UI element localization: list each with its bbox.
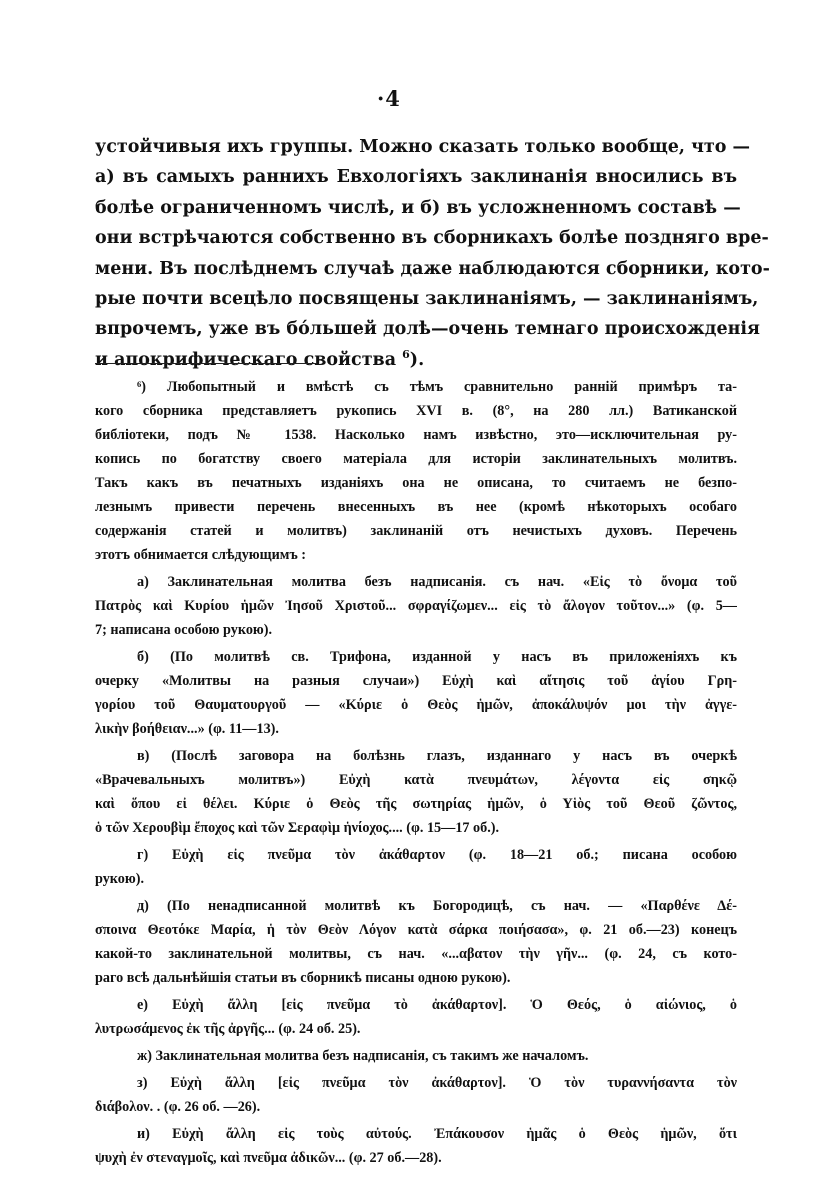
page-number: ·4 (377, 86, 401, 111)
item-z-line: διάβολον. . (φ. 26 об. —26). (95, 1099, 261, 1115)
main-text (95, 132, 770, 375)
item-v-line: καὶ ὅπου εἰ θέλει. Κύριε ὁ Θεὸς τῆς σωτηρίας ἡμῶν, ὁ Υἱὸς τοῦ Θεοῦ ζῶντος, (95, 796, 737, 812)
item-i-line: и) Εὐχὴ ἄλλη εἰς τοὺς αὐτούς. Ἐπάκουσον ἡμᾶς ὁ Θεὸς ἡμῶν, ὅτι (137, 1126, 737, 1142)
footnote-intro-line: лезнымъ привести перечень внесенныхъ въ нее (кромѣ нѣкоторыхъ особаго (95, 499, 737, 515)
item-d-line: σποινα Θεοτόκε Μαρία, ἡ τὸν Θεὸν Λόγον κατὰ σάρκα ποιήσασα», φ. 21 об.—23) конецъ (95, 922, 737, 938)
item-zh-line: ж) Заклинательная молитва безъ надписанія, съ такимъ же началомъ. (137, 1048, 589, 1064)
main-line: рые почти всецѣло посвящены заклинаніямъ, — заклинаніямъ, (95, 289, 759, 310)
item-b-line: λικὴν βοήθειαν...» (φ. 11—13). (95, 721, 279, 737)
item-d-line: раго всѣ дальнѣйшія статьи въ сборникѣ писаны одною рукою). (95, 970, 511, 986)
main-line-text: и апокрифическаго свойства (95, 349, 397, 370)
main-line: а) въ самыхъ раннихъ Евхологіяхъ заклинанія вносились въ (95, 167, 737, 188)
footnote-reference[interactable]: 6 (402, 348, 410, 362)
footnote-intro-line (95, 375, 737, 399)
item-d-line: д) (По ненадписанной молитвѣ къ Богородицѣ, съ нач. — «Παρθένε Δέ- (137, 898, 737, 914)
footnote-divider (95, 363, 317, 364)
main-line-end: ). (409, 349, 425, 370)
item-b-line: очерку «Молитвы на разныя случаи») Εὐχὴ καὶ αἴτησις τοῦ ἁγίου Γρη- (95, 673, 737, 689)
item-a-line: Πατρὸς καὶ Κυρίου ἡμῶν Ἰησοῦ Χριστοῦ... σφραγίζωμεν... εἰς τὸ ἄλογον τοῦτον...» (φ. 5— (95, 598, 737, 614)
footnote-intro-line: Такъ какъ въ печатныхъ изданіяхъ она не описана, то считаемъ не безпо- (95, 475, 737, 491)
item-v-line: ὁ τῶν Χερουβὶμ ἔποχος καὶ τῶν Σεραφὶμ ἡνίοχος.... (φ. 15—17 об.). (95, 820, 500, 836)
item-z-line: з) Εὐχὴ ἄλλη [εἰς πνεῦμα τὸν ἀκάθαρτον]. Ὁ τὸν τυραννήσαντα τὸν (137, 1075, 737, 1091)
item-b-line: γορίου τοῦ Θαυματουργοῦ — «Κύριε ὁ Θεὸς ἡμῶν, ἀποκάλυψόν μοι τὴν ἀγγε- (95, 697, 737, 713)
item-a-line: а) Заклинательная молитва безъ надписанія. съ нач. «Εἰς τὸ ὄνομα τοῦ (137, 574, 737, 590)
footnote-intro-line: содержанія статей и молитвъ) заклинаній отъ нечистыхъ духовъ. Перечень (95, 523, 737, 539)
footnote-intro-line: этотъ обнимается слѣдующимъ : (95, 547, 307, 563)
footnote-text: Любопытный и вмѣстѣ съ тѣмъ сравнительно ранній примѣръ та- (166, 379, 737, 395)
main-line: мени. Въ послѣднемъ случаѣ даже наблюдаются сборники, кото- (95, 258, 770, 279)
item-e-line: λυτρωσάμενος ἐκ τῆς ἀργῆς... (φ. 24 об. 25). (95, 1021, 361, 1037)
footnote-intro-line: библіотеки, подъ № 1538. Насколько намъ извѣстно, это—исключительная ру- (95, 427, 737, 443)
item-d-line: какой-то заклинательной молитвы, съ нач. «...αβατον τὴν γῆν... (φ. 24, съ кото- (95, 946, 737, 962)
main-line: болѣе ограниченномъ числѣ, и б) въ усложненномъ составѣ — (95, 197, 741, 218)
main-line: они встрѣчаются собственно въ сборникахъ болѣе поздняго вре- (95, 228, 769, 249)
item-e-line: е) Εὐχὴ ἄλλη [εἰς πνεῦμα τὸ ἀκάθαρτον]. Ὁ Θεός, ὁ αἰώνιος, ὁ (137, 997, 737, 1013)
main-line: впрочемъ, уже въ бо́льшей долѣ—очень темнаго происхожденія (95, 319, 760, 340)
footnote-marker: ⁶) (137, 379, 146, 395)
main-line: устойчивыя ихъ группы. Можно сказать только вообще, что — (95, 137, 751, 157)
item-v-line: в) (Послѣ заговора на болѣзнь глазъ, изданнаго у насъ въ очеркѣ (137, 748, 737, 764)
footnote-intro-line: кого сборника представляетъ рукопись XVI в. (8°, на 280 лл.) Ватиканской (95, 403, 737, 419)
item-g-line: г) Εὐχὴ εἰς πνεῦμα τὸν ἀκάθαρτον (φ. 18—21 об.; писана особою (137, 847, 737, 863)
item-b-line: б) (По молитвѣ св. Трифона, изданной у насъ въ приложеніяхъ къ (137, 649, 737, 665)
footnote-intro-line: копись по богатству своего матеріала для исторіи заклинательныхъ молитвъ. (95, 451, 737, 467)
item-a-line: 7; написана особою рукою). (95, 622, 273, 638)
item-g-line: рукою). (95, 871, 144, 887)
item-i-line: ψυχὴ ἐν στεναγμοῖς, καὶ πνεῦμα ἀδικῶν... (φ. 27 об.—28). (95, 1150, 442, 1166)
item-v-line: «Врачевальныхъ молитвъ») Εὐχὴ κατὰ πνευμάτων, λέγοντα εἰς σηκῷ (95, 772, 737, 788)
main-line-last (95, 345, 737, 375)
footnote (95, 375, 737, 1170)
